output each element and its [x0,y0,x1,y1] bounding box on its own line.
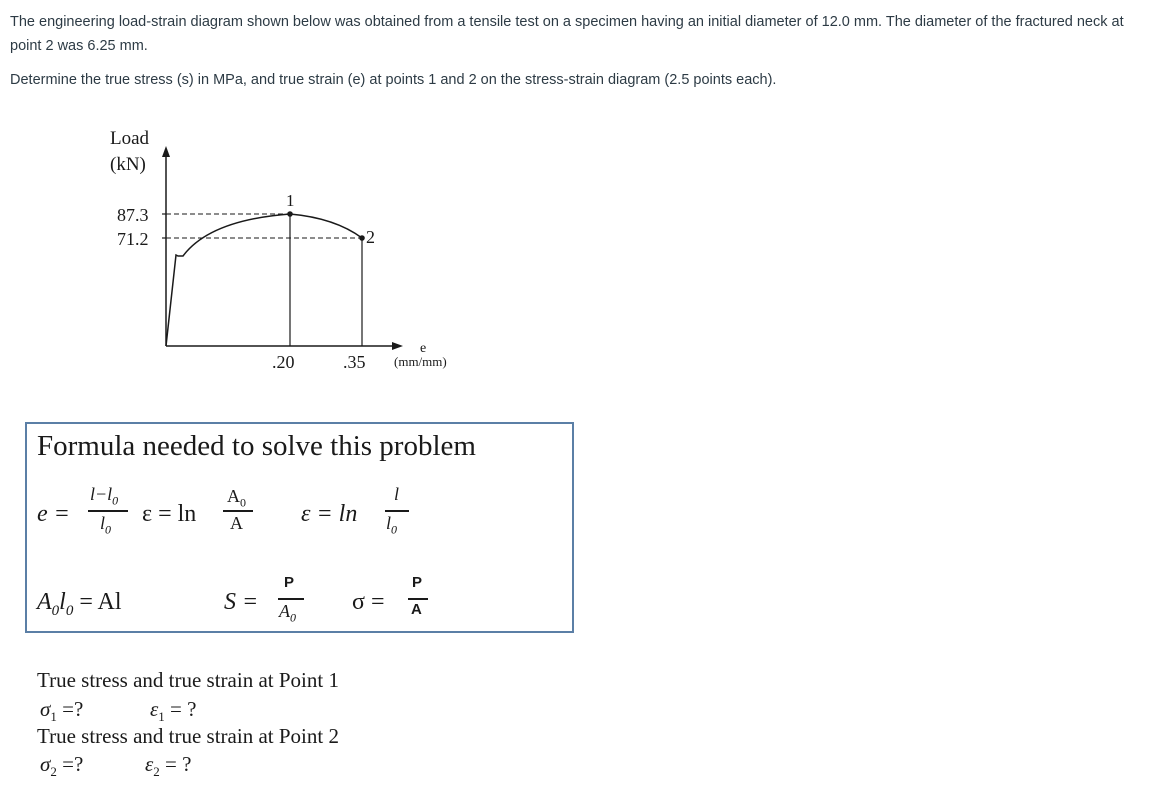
true-stress-lhs: σ = [352,589,385,615]
y-axis-label-line2: (kN) [110,154,146,175]
problem-question: Determine the true stress (s) in MPa, and true strain (e) at points 1 and 2 on the stress-strain diagram (2.5 points each). [10,72,777,88]
y-axis-arrow [162,146,170,157]
engineering-strain-numerator: $l-l_0$ [90,484,119,508]
y-tick-high: 87.3 [117,205,149,225]
sigma1-question: $\sigma_1$ =? [40,697,84,725]
fraction-bar [223,510,253,512]
load-strain-curve [166,214,362,346]
point2-heading: True stress and true strain at Point 2 [37,724,339,748]
point2-marker [359,235,365,241]
load-strain-diagram [100,120,480,380]
x-axis-label-unit: (mm/mm) [394,354,447,369]
true-stress-numerator: P [412,574,423,591]
point1-heading: True stress and true strain at Point 1 [37,668,339,692]
point1-label: 1 [286,191,295,210]
fraction-bar [278,598,304,600]
y-tick-low: 71.2 [117,229,149,249]
x-tick-2: .35 [343,352,366,372]
sigma2-question: $\sigma_2$ =? [40,752,84,780]
x-tick-1: .20 [272,352,295,372]
fraction-bar [385,510,409,512]
epsilon2-question: $\varepsilon_2$ = ? [145,752,192,780]
engineering-stress-lhs: S = [224,589,259,615]
point2-label: 2 [366,227,375,247]
problem-statement: The engineering load-strain diagram shown below was obtained from a tensile test on a specimen having an initial diameter of 12.0 mm. The diameter of the fractured neck at point 2 was 6.25 mm. [10,14,1124,54]
true-stress-denominator: A [411,601,422,618]
formula-box [25,422,574,633]
y-axis-label-line1: Load [110,128,150,149]
true-strain-area-lhs: ε = ln [142,501,197,527]
volume-constancy-formula: $A_0l_0 = Al$ [37,589,122,619]
point1-marker [287,211,293,217]
epsilon1-question: $\varepsilon_1$ = ? [150,697,197,725]
true-strain-length-denominator: $l_0$ [386,513,398,537]
true-strain-length-numerator: l [394,484,400,504]
engineering-strain-lhs: e = [37,501,70,527]
true-strain-area-numerator: $A_0$ [227,486,246,510]
engineering-stress-denominator: $A_0$ [279,601,296,625]
engineering-strain-denominator: $l_0$ [100,513,112,537]
formula-title: Formula needed to solve this problem [37,430,476,462]
engineering-stress-numerator: P [284,574,295,591]
fraction-bar [88,510,128,512]
true-strain-area-denominator: A [230,513,243,533]
x-axis-label-symbol: e [420,341,427,356]
x-axis-arrow [392,342,403,350]
true-strain-length-lhs: ε = ln [301,501,358,527]
fraction-bar [408,598,428,600]
